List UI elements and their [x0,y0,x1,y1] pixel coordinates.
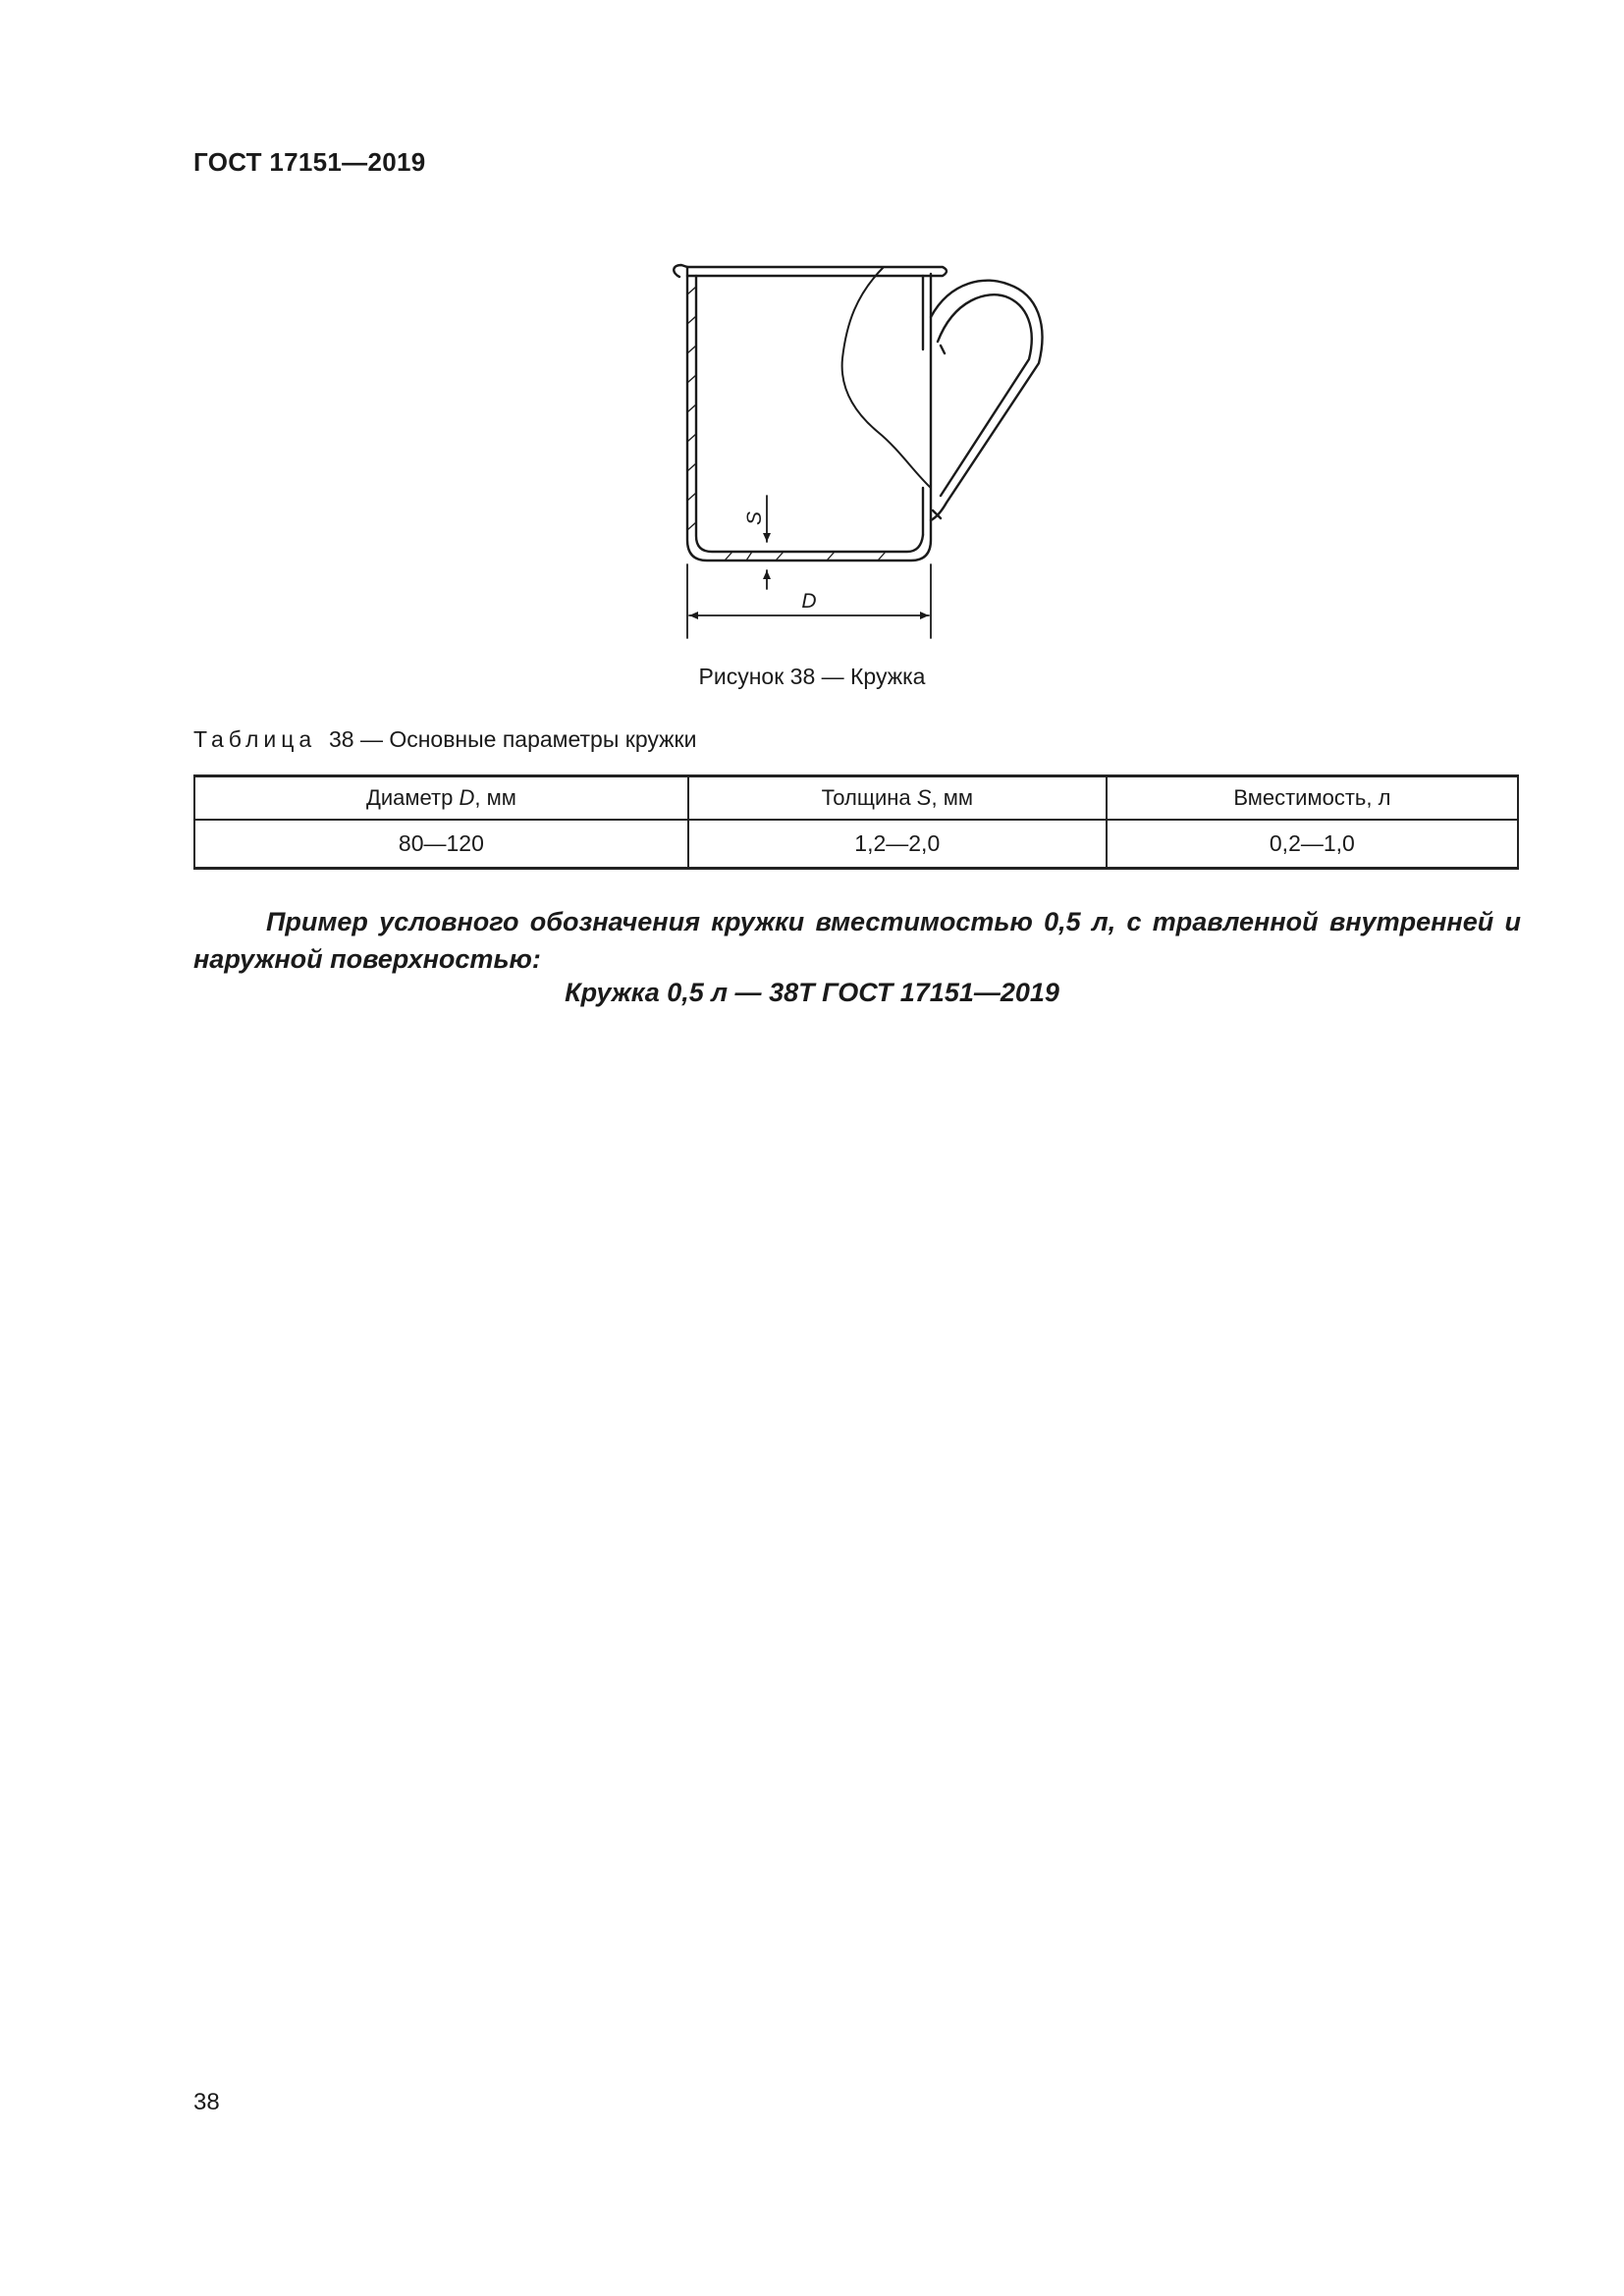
parameters-table [193,774,1519,870]
column-header-thickness: Толщина S, мм [688,776,1107,821]
designation-example-code: Кружка 0,5 л — 38Т ГОСТ 17151—2019 [565,978,1059,1007]
column-header-capacity: Вместимость, л [1107,776,1518,821]
mug-rim-left [674,265,687,277]
mug-inner-wall [696,276,923,552]
mug-rim-top [687,267,947,276]
dimension-d-label: D [801,590,817,613]
mug-outer-shell [687,267,931,561]
column-header-diameter: Диаметр D, мм [194,776,688,821]
cell-thickness: 1,2—2,0 [688,820,1107,869]
mug-break-line [842,267,931,488]
table-title-prefix: Таблица [193,726,317,752]
table-header-row [194,776,1518,821]
figure-caption: Рисунок 38 — Кружка [698,664,926,689]
table-title-text: 38 — Основные параметры кружки [328,726,697,752]
table-title [193,726,696,753]
dimension-s-label: S [743,510,766,526]
table-row [194,820,1518,869]
page-number: 38 [193,2089,220,2115]
mug-drawing [0,0,1624,707]
document-header: ГОСТ 17151—2019 [193,147,426,177]
cell-capacity: 0,2—1,0 [1269,830,1355,856]
designation-example-text: Пример условного обозначения кружки вместимостью 0,5 л, с травленной внутренней и наружной поверхностью: [193,907,1521,974]
cell-diameter: 80—120 [194,820,688,869]
